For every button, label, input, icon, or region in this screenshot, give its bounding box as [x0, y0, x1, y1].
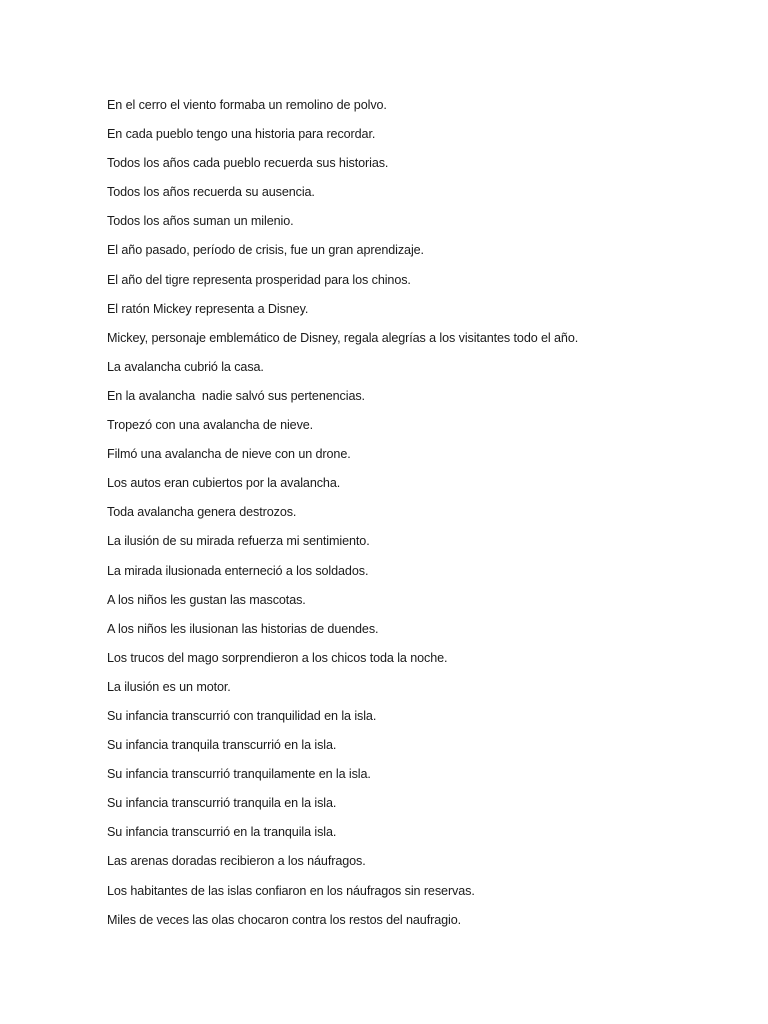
- text-line: Su infancia transcurrió con tranquilidad en la isla.: [107, 708, 377, 723]
- text-line: La avalancha cubrió la casa.: [107, 359, 264, 374]
- text-line: Todos los años recuerda su ausencia.: [107, 185, 315, 200]
- text-line: Todos los años cada pueblo recuerda sus historias.: [107, 156, 389, 171]
- text-line: La ilusión de su mirada refuerza mi sentimiento.: [107, 534, 370, 549]
- text-line: En la avalancha nadie salvó sus pertenencias.: [107, 388, 365, 403]
- sentence-list: [107, 91, 747, 935]
- text-line: Su infancia tranquila transcurrió en la isla.: [107, 738, 337, 753]
- text-line: La mirada ilusionada enterneció a los soldados.: [107, 563, 369, 578]
- text-line: En el cerro el viento formaba un remolino de polvo.: [107, 98, 387, 112]
- text-line: Filmó una avalancha de nieve con un drone.: [107, 447, 351, 462]
- text-line: Las arenas doradas recibieron a los náufragos.: [107, 854, 366, 869]
- text-line: Todos los años suman un milenio.: [107, 214, 294, 229]
- text-line: El año pasado, período de crisis, fue un gran aprendizaje.: [107, 243, 424, 258]
- text-line: Los autos eran cubiertos por la avalancha.: [107, 476, 341, 491]
- text-line: El año del tigre representa prosperidad para los chinos.: [107, 272, 411, 287]
- text-line: A los niños les ilusionan las historias de duendes.: [107, 621, 379, 636]
- text-line: En cada pueblo tengo una historia para recordar.: [107, 127, 376, 142]
- text-line: Toda avalancha genera destrozos.: [107, 505, 297, 520]
- text-line: El ratón Mickey representa a Disney.: [107, 301, 309, 316]
- text-line: A los niños les gustan las mascotas.: [107, 592, 306, 607]
- text-line: Miles de veces las olas chocaron contra los restos del naufragio.: [107, 912, 462, 927]
- text-line: Su infancia transcurrió tranquilamente en la isla.: [107, 767, 371, 782]
- text-line: Tropezó con una avalancha de nieve.: [107, 418, 314, 433]
- text-line: Su infancia transcurrió tranquila en la isla.: [107, 796, 337, 811]
- text-line: Mickey, personaje emblemático de Disney, regala alegrías a los visitantes todo el año.: [107, 330, 579, 345]
- text-line: Su infancia transcurrió en la tranquila isla.: [107, 825, 337, 840]
- text-line: La ilusión es un motor.: [107, 679, 231, 694]
- text-line: Los habitantes de las islas confiaron en los náufragos sin reservas.: [107, 883, 475, 898]
- text-line: Los trucos del mago sorprendieron a los chicos toda la noche.: [107, 650, 448, 665]
